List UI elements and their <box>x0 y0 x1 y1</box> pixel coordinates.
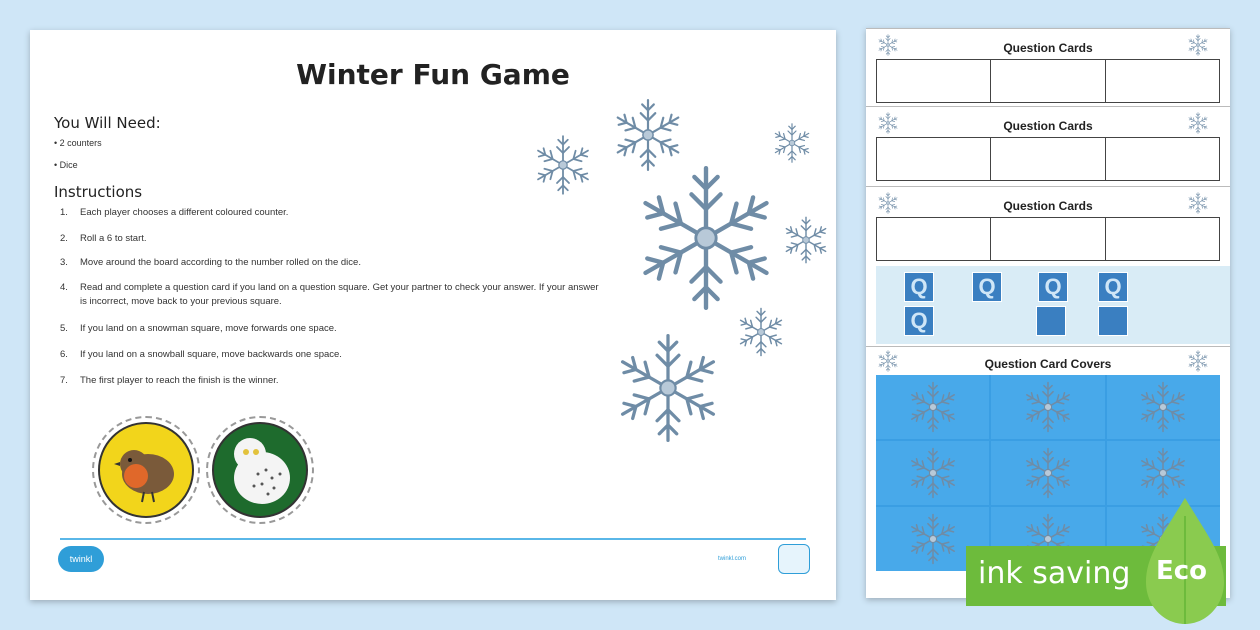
instruction-step <box>60 322 600 336</box>
twinkl-badge-icon <box>778 544 810 574</box>
owl-counter <box>206 416 314 524</box>
question-tile: Q <box>904 272 934 302</box>
step-text: Read and complete a question card if you land on a question square. Get your partner to check your answer. If your answer is incorrect, move back to your previous square. <box>80 282 599 307</box>
snowflake-icon <box>626 148 786 328</box>
question-cards-title: Question Cards <box>1003 119 1093 133</box>
snowflake-icon <box>608 320 728 456</box>
card-cover <box>876 375 989 439</box>
step-text: If you land on a snowman square, move forwards one space. <box>80 323 337 334</box>
step-number: 5. <box>60 323 68 334</box>
step-text: Roll a 6 to start. <box>80 233 147 244</box>
game-instructions-page <box>30 30 836 600</box>
snowflake-icon <box>734 304 788 360</box>
question-card <box>877 138 991 180</box>
footer-url: twinkl.com <box>718 556 747 562</box>
owl-icon <box>214 424 306 516</box>
snowflake-icon <box>905 511 961 567</box>
question-tile: Q <box>1098 272 1128 302</box>
step-number: 3. <box>60 257 68 268</box>
snowflake-icon <box>530 128 596 202</box>
step-text: If you land on a snowball square, move backwards one space. <box>80 349 342 360</box>
question-card <box>991 60 1105 102</box>
snowflake-icon <box>1135 445 1191 501</box>
step-number: 7. <box>60 375 68 386</box>
step-text: The first player to reach the finish is the winner. <box>80 375 279 386</box>
step-number: 2. <box>60 233 68 244</box>
ink-saving-text: ink saving <box>978 556 1131 591</box>
question-card <box>991 218 1105 260</box>
question-card <box>1106 138 1219 180</box>
question-card-grid <box>876 137 1220 181</box>
covers-title: Question Card Covers <box>984 357 1112 371</box>
robin-counter <box>92 416 200 524</box>
instructions-heading: Instructions <box>54 183 143 201</box>
step-number: 4. <box>60 282 68 293</box>
snowflake-icon <box>780 210 832 270</box>
eco-label: Eco <box>1156 556 1208 586</box>
question-tile: Q <box>1038 272 1068 302</box>
footer-divider <box>60 538 806 540</box>
card-cover <box>991 375 1104 439</box>
snowman-tile <box>1098 306 1128 336</box>
step-number: 1. <box>60 207 68 218</box>
snowflake-icon <box>905 445 961 501</box>
snowflake-icon <box>1020 445 1076 501</box>
step-text: Move around the board according to the number rolled on the dice. <box>80 257 361 268</box>
instruction-step <box>60 348 600 362</box>
question-card <box>877 60 991 102</box>
instruction-step <box>60 281 600 309</box>
robin-counter-face <box>98 422 194 518</box>
instruction-step <box>60 232 600 246</box>
instruction-step <box>60 374 600 388</box>
snowflake-icon <box>1135 379 1191 435</box>
robin-icon <box>100 424 192 516</box>
need-heading: You Will Need: <box>54 114 161 132</box>
question-cards-title: Question Cards <box>1003 199 1093 213</box>
instruction-step <box>60 256 600 270</box>
instruction-step <box>60 206 600 220</box>
twinkl-logo: twinkl <box>58 546 104 572</box>
page-title: Winter Fun Game <box>296 58 570 91</box>
question-card <box>1106 218 1219 260</box>
card-cover <box>991 441 1104 505</box>
question-card-grid <box>876 59 1220 103</box>
step-text: Each player chooses a different coloured counter. <box>80 207 289 218</box>
question-card <box>991 138 1105 180</box>
question-tile: Q <box>904 306 934 336</box>
need-item: • Dice <box>54 160 78 170</box>
question-card-grid <box>876 217 1220 261</box>
snowflake-icon <box>1020 379 1076 435</box>
question-card <box>1106 60 1219 102</box>
card-cover <box>876 441 989 505</box>
owl-counter-face <box>212 422 308 518</box>
snowflake-icon <box>905 379 961 435</box>
card-cover <box>1107 375 1220 439</box>
step-number: 6. <box>60 349 68 360</box>
game-board-preview <box>876 266 1230 344</box>
need-item: • 2 counters <box>54 138 102 148</box>
question-card <box>877 218 991 260</box>
snowball-tile <box>1036 306 1066 336</box>
question-tile: Q <box>972 272 1002 302</box>
question-cards-title: Question Cards <box>1003 41 1093 55</box>
